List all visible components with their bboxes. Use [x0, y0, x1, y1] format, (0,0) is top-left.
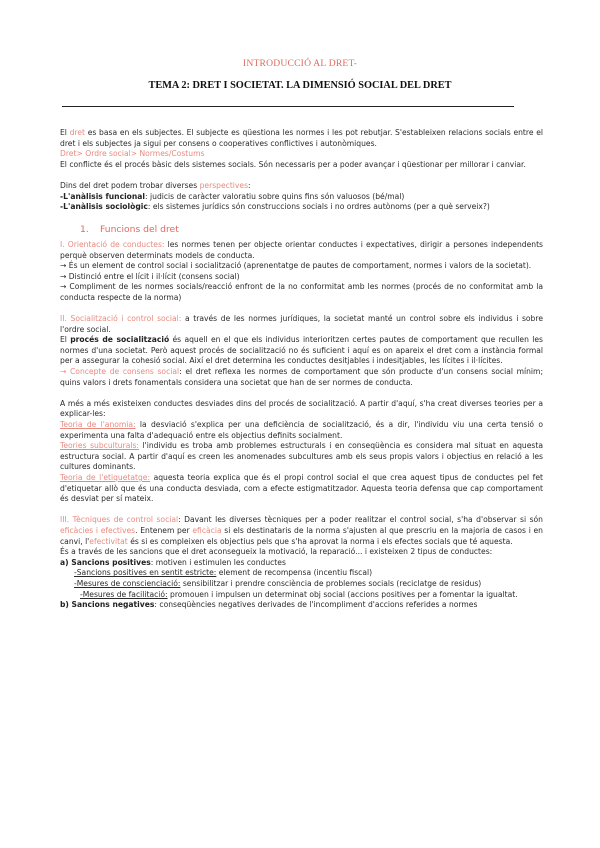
- socialization-paragraph: II. Socialització i control social: a través de les normes jurídiques, la societat manté un control sobre els individus i sobre l'ordre social.: [60, 314, 543, 334]
- positive-sanctions: a) Sancions positives: motiven i estimulen les conductes: [60, 557, 286, 567]
- section-heading: 1. Funcions del dret: [80, 224, 179, 236]
- document-body: [60, 128, 543, 611]
- perspectives-intro: Dins del dret podem trobar diverses perspectives:: [60, 180, 251, 190]
- social-consensus-paragraph: → Concepte de consens social: el dret reflexa les normes de comportament que són producte d'un consens social mínim; quins valors i drets fonamentals considera una societat que han de ser normes de conducta.: [60, 367, 543, 387]
- positive-sanction-item: -Mesures de facilitació: promouen i impulsen un determinat obj social (accions positives per a fomentar la igualtat.: [80, 589, 518, 599]
- deviant-behaviour-paragraph: A més a més existeixen conductes desviades dins del procés de socialització. A partir d'aquí, s'ha creat diverses teories per a explicar-les:: [60, 398, 543, 419]
- highlight-dret: dret: [69, 128, 86, 137]
- sanctions-intro: És a través de les sancions que el dret aconsegueix la motivació, la reparació... i existeixen 2 tipus de conductes:: [60, 547, 493, 557]
- functional-analysis-item: -L'anàlisis funcional: judicis de caràcter valoratiu sobre quins fins són valuosos (bé/mal): [60, 191, 405, 201]
- intro-paragraph: El dret es basa en els subjectes. El subjecte es qüestiona les normes i les pot rebutjar. S'estableixen relacions socials entre el dret i els subjectes ja sigui per consens o cooperatives conflictives i autonòmiques.: [60, 128, 543, 148]
- socialization-process-paragraph: El procés de socialització és aquell en el que els individus interioritzen certes pautes de comportament que recullen les normes d'una societat. Però aquest procés de socialització no és suficient i aquí es on apareix el dret com a instància formal per a assegurar la cohesió social. Així el dret determina les conductes desitjables i indesitjables, les lícites i il·lícites.: [60, 335, 543, 366]
- orientation-bullet: → És un element de control social i socialització (aprenentatge de pautes de comportament, normes i valors de la societat).: [60, 261, 532, 271]
- negative-sanctions: b) Sancions negatives: conseqüències negatives derivades de l'incompliment d'accions referides a normes: [60, 600, 478, 610]
- title-divider: [62, 106, 514, 107]
- conflict-paragraph: El conflicte és el procés bàsic dels sistemes socials. Són necessaris per a poder avançar i qüestionar per millorar i canviar.: [60, 159, 526, 169]
- orientation-bullet: → Distinció entre el lícit i il·lícit (consens social): [60, 271, 240, 281]
- orientation-bullet: → Compliment de les normes socials/reacció enfront de la no conformitat amb les normes (procés de no conformitat amb la conducta respecte de la norma): [60, 282, 543, 302]
- document-subject: INTRODUCCIÓ AL DRET-: [242, 58, 358, 69]
- theory-labelling: Teoria de l'etiquetatge: aquesta teoria explica que és el propi control social el que crea aquest tipus de conductes pel fet d'etiquetar allò que és una conducta desviada, com a efecte estigmatitzador. Aquesta teoria defensa que cap comportament és desviat per sí mateix.: [60, 473, 543, 504]
- document-title: TEMA 2: DRET I SOCIETAT. LA DIMENSIÓ SOCIAL DEL DRET: [148, 80, 452, 91]
- theory-anomia: Teoria de l'anomia: la desviació s'explica per una deficiència de socialització, és a dir, l'individu viu una certa tensió o experimenta una falta d'adequació entre els objectius definits socialment.: [60, 420, 543, 440]
- hierarchy-line: Dret> Ordre social> Normes/Costums: [60, 149, 205, 159]
- positive-sanction-item: -Sancions positives en sentit estricte: element de recompensa (incentiu fiscal): [74, 568, 373, 578]
- control-techniques-paragraph: III. Tècniques de control social: Davant les diverses tècniques per a poder realitzar el control social, s'ha d'observar si són eficàcies i efectives. Entenem per eficàcia si els destinataris de la norma s'ajusten al que prescriu en la majoria de casos i en canvi, l'efectivitat és si es compleixen els objectius pels que s'ha aprovat la norma i els efectes socials que té aquesta.: [60, 515, 543, 546]
- orientation-paragraph: I. Orientació de conductes: les normes tenen per objecte orientar conductes i expectatives, dirigir a persones independents perquè observen determinats models de conducta.: [60, 239, 544, 260]
- theory-subcultural: Teories subculturals: l'individu es troba amb problemes estructurals i en conseqüència es considera mal situat en aquesta estructura social. A partir d'aquí es creen les anomenades subcultures amb els seus propis valors i objectius en relació a les cultures dominants.: [60, 441, 543, 472]
- sociological-analysis-item: -L'anàlisis sociològic: els sistemes jurídics són construccions socials i no ordres autònoms (per a què serveix?): [60, 202, 490, 212]
- positive-sanction-item: -Mesures de conscienciació: sensibilitzar i prendre consciència de problemes socials (reciclatge de residus): [74, 578, 482, 588]
